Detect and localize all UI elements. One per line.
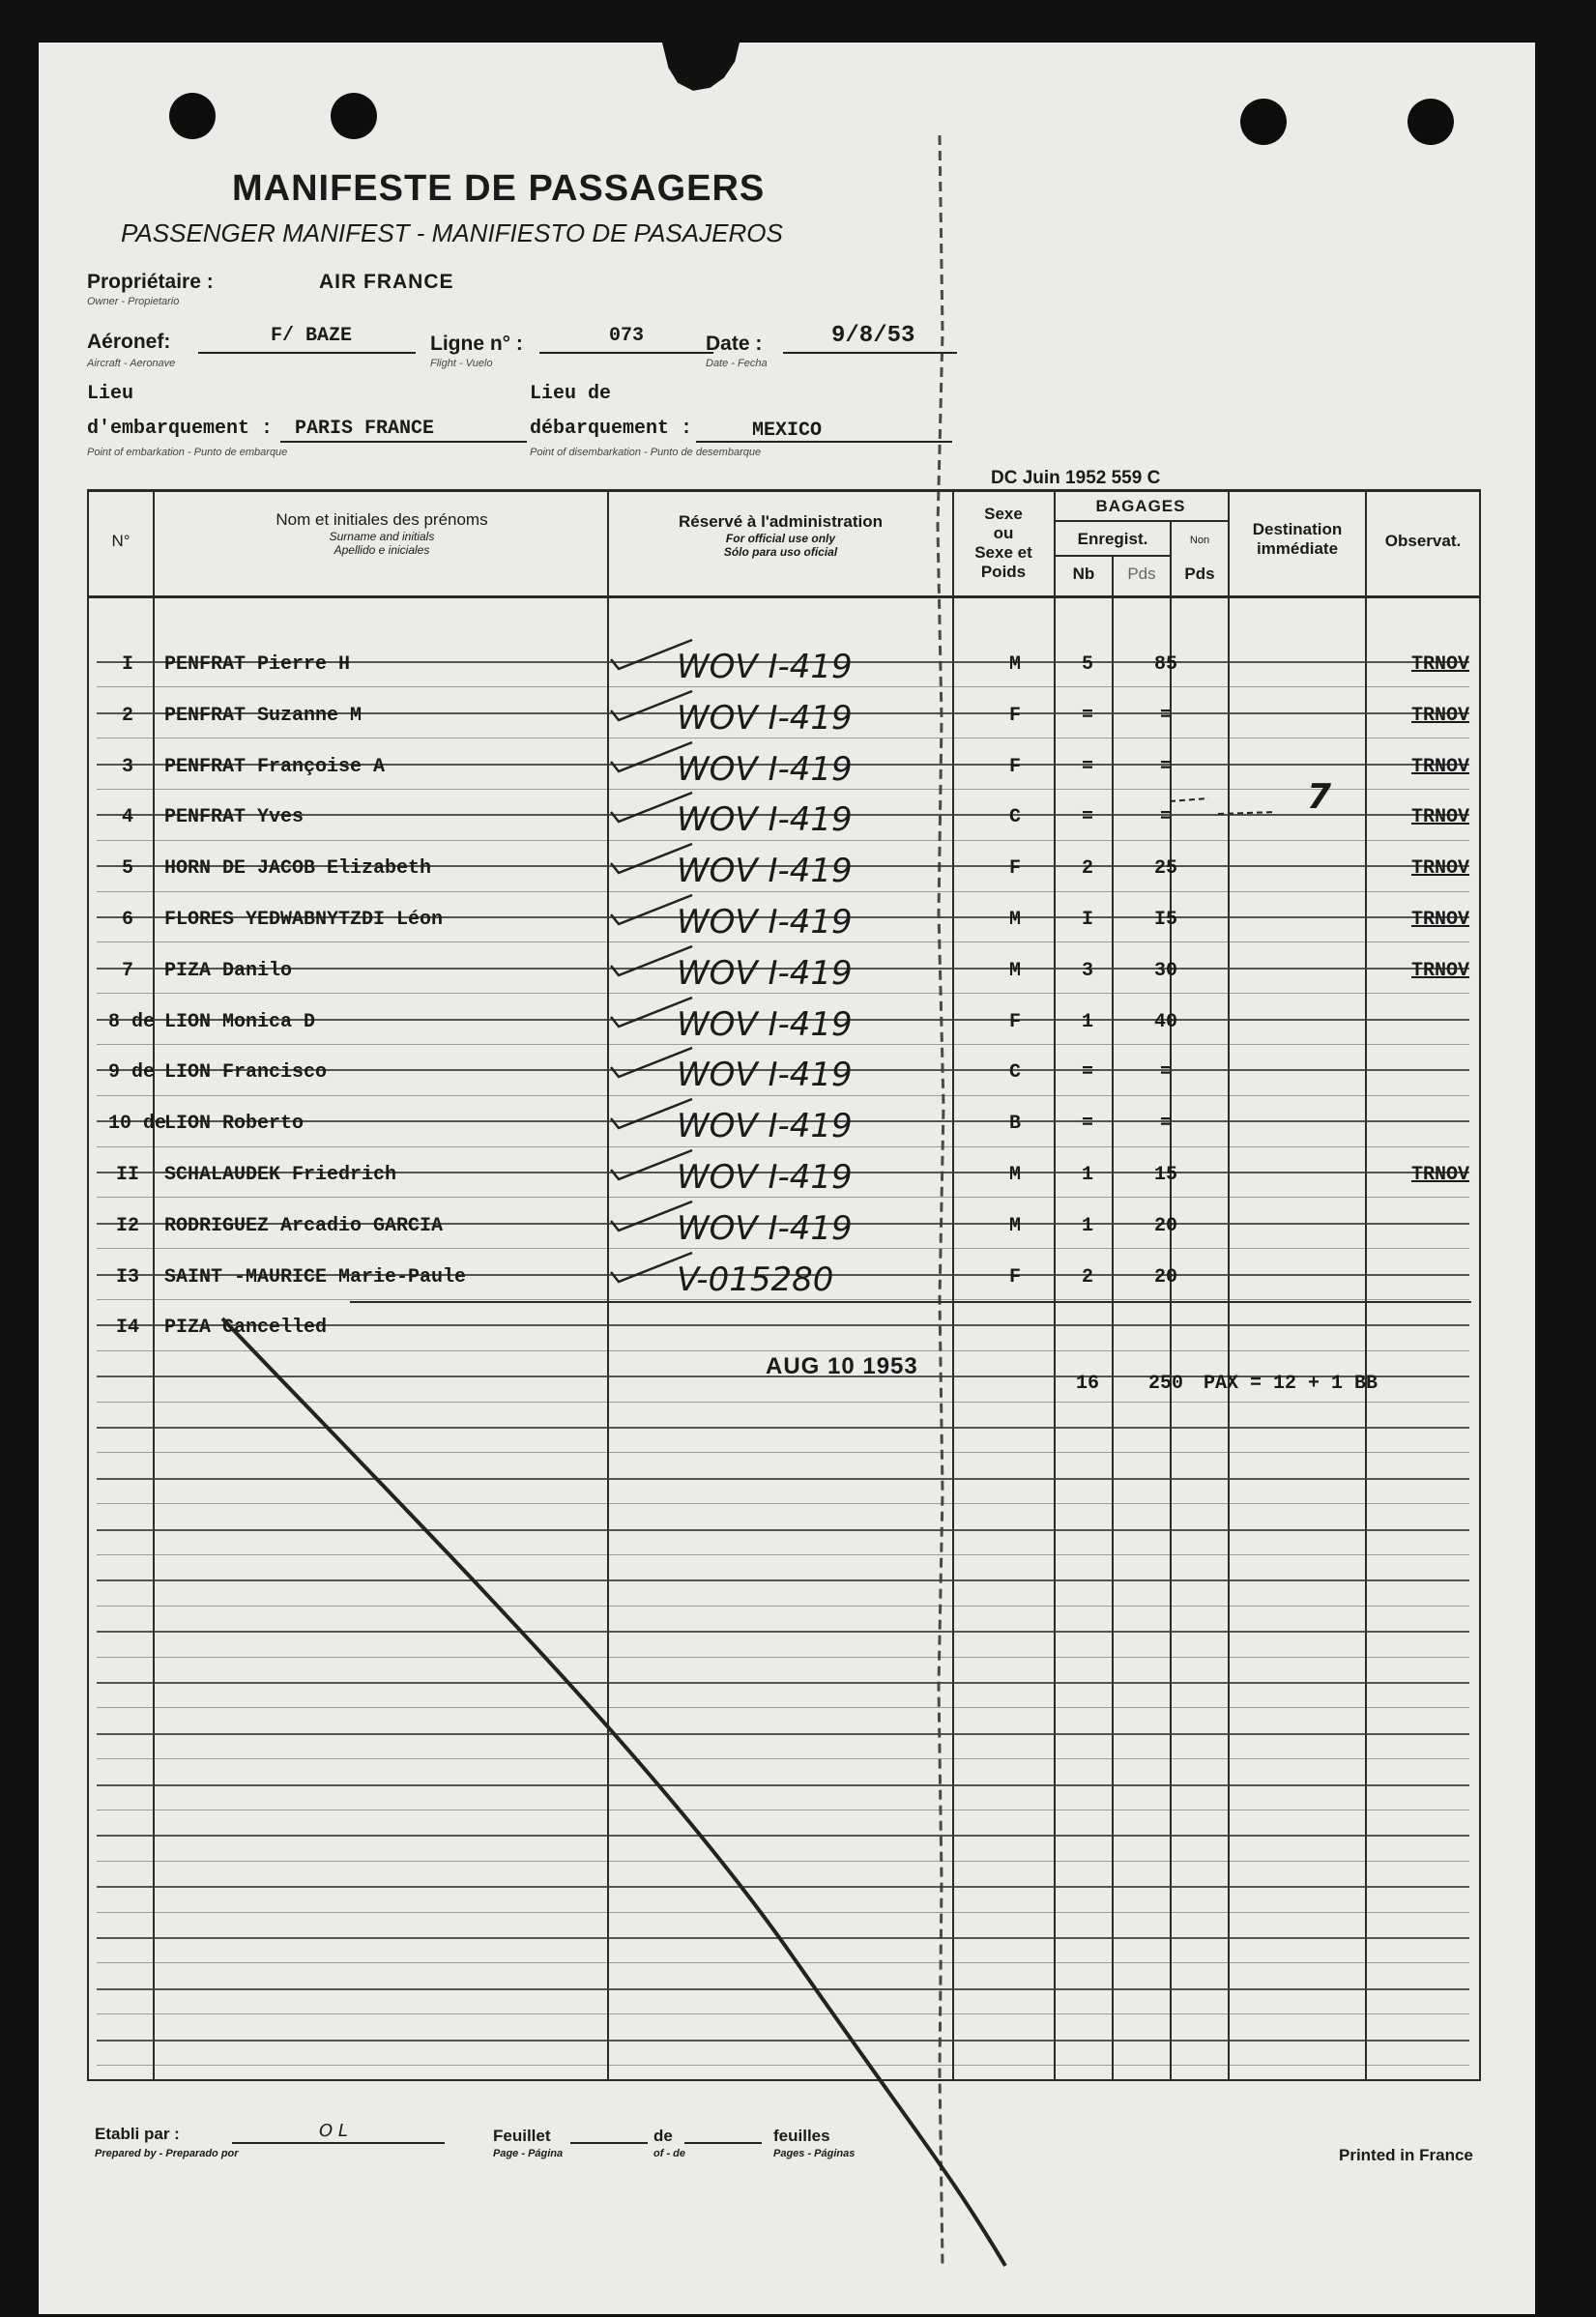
- passenger-name: RODRIGUEZ Arcadio GARCIA: [164, 1215, 444, 1237]
- passenger-no: I3: [115, 1266, 139, 1289]
- col-destination-2: immédiate: [1256, 539, 1339, 558]
- flight-label: Ligne n° :: [430, 333, 523, 355]
- baggage-weight: 20: [1153, 1215, 1177, 1237]
- col-reserved-sub-1: For official use only: [725, 532, 836, 545]
- aircraft-value: F/ BAZE: [271, 325, 353, 347]
- passenger-name: PENFRAT Pierre H: [164, 653, 351, 676]
- total-pax: PAX = 12 + 1 BB: [1204, 1373, 1378, 1395]
- passenger-name: LION Roberto: [164, 1113, 305, 1135]
- baggage-count: 2: [1081, 857, 1093, 880]
- flight-sub: Flight - Vuelo: [430, 358, 493, 369]
- observation: TRNOV: [1411, 960, 1470, 982]
- reservation-code: WOV I-419: [677, 800, 853, 839]
- col-sex-2: ou: [993, 524, 1014, 542]
- baggage-weight: =: [1159, 806, 1172, 828]
- passenger-name: HORN DE JACOB Elizabeth: [164, 857, 432, 880]
- passenger-no: 2: [121, 705, 133, 727]
- observation: TRNOV: [1411, 806, 1470, 828]
- passenger-name: LION Monica D: [164, 1011, 316, 1033]
- prepared-label: Etabli par :: [95, 2125, 180, 2143]
- passenger-sex: F: [1008, 705, 1021, 727]
- col-nb: Nb: [1072, 565, 1095, 583]
- passenger-sex: M: [1008, 653, 1021, 676]
- baggage-weight: =: [1159, 1061, 1172, 1084]
- sheets-label: feuilles: [773, 2127, 830, 2145]
- passenger-name: LION Francisco: [164, 1061, 328, 1084]
- embark-value: PARIS FRANCE: [295, 418, 435, 440]
- passenger-no: 5: [121, 857, 133, 880]
- passenger-sex: F: [1008, 857, 1021, 880]
- sheet-label: Feuillet: [493, 2127, 551, 2145]
- col-destination-1: Destination: [1252, 520, 1343, 538]
- passenger-no: 6: [121, 909, 133, 931]
- observation: TRNOV: [1411, 705, 1470, 727]
- col-no: N°: [111, 532, 131, 550]
- cancel-stroke: [39, 43, 1535, 2314]
- aircraft-label: Aéronef:: [87, 331, 171, 353]
- date-sub: Date - Fecha: [706, 358, 768, 369]
- of-label: de: [653, 2127, 673, 2145]
- printed-in: Printed in France: [1339, 2146, 1473, 2164]
- aircraft-sub: Aircraft - Aeronave: [87, 358, 176, 369]
- passenger-sex: F: [1008, 1266, 1021, 1289]
- baggage-weight: =: [1159, 756, 1172, 778]
- owner-label: Propriétaire :: [87, 271, 214, 293]
- baggage-weight: 30: [1153, 960, 1177, 982]
- passenger-name: SCHALAUDEK Friedrich: [164, 1164, 397, 1186]
- passenger-sex: B: [1008, 1113, 1021, 1135]
- passenger-no: 10 de: [108, 1113, 167, 1135]
- passenger-sex: M: [1008, 909, 1021, 931]
- disembark-value: MEXICO: [752, 420, 823, 442]
- passenger-sex: F: [1008, 756, 1021, 778]
- col-unregistered: Non: [1189, 535, 1210, 546]
- passenger-no: I4: [115, 1317, 139, 1339]
- passenger-name: PIZA Danilo: [164, 960, 293, 982]
- col-registered: Enregist.: [1077, 530, 1148, 548]
- baggage-weight: 25: [1153, 857, 1177, 880]
- embark-label-2: d'embarquement :: [87, 418, 274, 440]
- prepared-value: O L: [319, 2121, 348, 2141]
- reservation-code: WOV I-419: [677, 903, 853, 941]
- reservation-code: WOV I-419: [677, 750, 853, 789]
- flight-value: 073: [609, 325, 645, 347]
- col-bags: BAGAGES: [1095, 497, 1186, 515]
- date-stamp: AUG 10 1953: [766, 1353, 918, 1379]
- reservation-code: WOV I-419: [677, 954, 853, 993]
- baggage-count: I: [1081, 909, 1093, 931]
- col-reserved: Réservé à l'administration: [679, 512, 883, 531]
- owner-value: AIR FRANCE: [319, 271, 454, 293]
- baggage-count: =: [1081, 756, 1093, 778]
- observation: TRNOV: [1411, 909, 1470, 931]
- observation: TRNOV: [1411, 653, 1470, 676]
- passenger-name: SAINT -MAURICE Marie-Paule: [164, 1266, 467, 1289]
- owner-sub: Owner - Propietario: [87, 296, 180, 307]
- baggage-count: =: [1081, 705, 1093, 727]
- col-reserved-sub-2: Sólo para uso oficial: [723, 545, 838, 559]
- passenger-sex: C: [1008, 806, 1021, 828]
- disembark-label-1: Lieu de: [530, 383, 612, 405]
- baggage-count: 2: [1081, 1266, 1093, 1289]
- passenger-no: 4: [121, 806, 133, 828]
- total-pds: 250: [1147, 1373, 1183, 1395]
- embark-label-1: Lieu: [87, 383, 134, 405]
- prepared-sub: Prepared by - Preparado por: [95, 2148, 239, 2159]
- baggage-count: 1: [1081, 1011, 1093, 1033]
- reservation-code: WOV I-419: [677, 648, 853, 686]
- disembark-sub: Point of disembarkation - Punto de desembarque: [530, 447, 762, 458]
- passenger-no: II: [115, 1164, 139, 1186]
- passenger-no: 9 de: [108, 1061, 156, 1084]
- reservation-code: WOV I-419: [677, 1005, 853, 1044]
- embark-sub: Point of embarkation - Punto de embarque: [87, 447, 288, 458]
- observation: TRNOV: [1411, 1164, 1470, 1186]
- date-label: Date :: [706, 333, 763, 355]
- baggage-count: 5: [1081, 653, 1093, 676]
- baggage-weight: 85: [1153, 653, 1177, 676]
- reservation-code: WOV I-419: [677, 1107, 853, 1145]
- passenger-sex: M: [1008, 1215, 1021, 1237]
- of-sub: of - de: [653, 2148, 685, 2159]
- observation: TRNOV: [1411, 756, 1470, 778]
- baggage-weight: =: [1159, 705, 1172, 727]
- reservation-code: WOV I-419: [677, 852, 853, 890]
- total-nb: 16: [1075, 1373, 1099, 1395]
- baggage-count: =: [1081, 1061, 1093, 1084]
- form-code: DC Juin 1952 559 C: [991, 468, 1161, 488]
- col-sex-4: Poids: [980, 563, 1027, 581]
- date-value: 9/8/53: [831, 323, 915, 349]
- col-unreg-pds: Pds: [1184, 565, 1215, 583]
- col-sex-3: Sexe et: [974, 543, 1032, 562]
- baggage-count: =: [1081, 1113, 1093, 1135]
- passenger-name: PENFRAT Yves: [164, 806, 305, 828]
- sheets-sub: Pages - Páginas: [773, 2148, 856, 2159]
- reservation-code: WOV I-419: [677, 1056, 853, 1094]
- reservation-code: WOV I-419: [677, 1209, 853, 1248]
- baggage-weight: 20: [1153, 1266, 1177, 1289]
- baggage-weight: I5: [1153, 909, 1177, 931]
- baggage-weight: 40: [1153, 1011, 1177, 1033]
- passenger-sex: F: [1008, 1011, 1021, 1033]
- col-name: Nom et initiales des prénoms: [276, 510, 488, 529]
- col-sex-1: Sexe: [984, 505, 1023, 523]
- passenger-sex: M: [1008, 1164, 1021, 1186]
- reservation-code: V-015280: [677, 1260, 834, 1299]
- passenger-name: PENFRAT Suzanne M: [164, 705, 363, 727]
- destination-mark: 7: [1307, 777, 1332, 817]
- manifest-sheet: [39, 43, 1535, 2314]
- col-pds: Pds: [1127, 565, 1156, 583]
- passenger-name: FLORES YEDWABNYTZDI Léon: [164, 909, 444, 931]
- observation: TRNOV: [1411, 857, 1470, 880]
- baggage-count: 3: [1081, 960, 1093, 982]
- passenger-no: 3: [121, 756, 133, 778]
- baggage-count: =: [1081, 806, 1093, 828]
- passenger-no: 8 de: [108, 1011, 156, 1033]
- passenger-name: PENFRAT Françoise A: [164, 756, 386, 778]
- passenger-no: 7: [121, 960, 133, 982]
- col-name-sub-1: Surname and initials: [329, 530, 435, 543]
- col-name-sub-2: Apellido e iniciales: [334, 543, 430, 557]
- reservation-code: WOV I-419: [677, 1158, 853, 1197]
- form-title: MANIFESTE DE PASSAGERS: [232, 168, 766, 209]
- baggage-weight: 15: [1153, 1164, 1177, 1186]
- passenger-no: I2: [115, 1215, 139, 1237]
- reservation-code: WOV I-419: [677, 699, 853, 738]
- passenger-sex: M: [1008, 960, 1021, 982]
- form-subtitle: PASSENGER MANIFEST - MANIFIESTO DE PASAJEROS: [121, 218, 783, 247]
- disembark-label-2: débarquement :: [530, 418, 693, 440]
- baggage-count: 1: [1081, 1164, 1093, 1186]
- passenger-name: PIZA Cancelled: [164, 1317, 328, 1339]
- baggage-weight: =: [1159, 1113, 1172, 1135]
- passenger-no: I: [121, 653, 133, 676]
- passenger-sex: C: [1008, 1061, 1021, 1084]
- baggage-count: 1: [1081, 1215, 1093, 1237]
- col-observations: Observat.: [1384, 532, 1462, 550]
- sheet-sub: Page - Página: [493, 2148, 564, 2159]
